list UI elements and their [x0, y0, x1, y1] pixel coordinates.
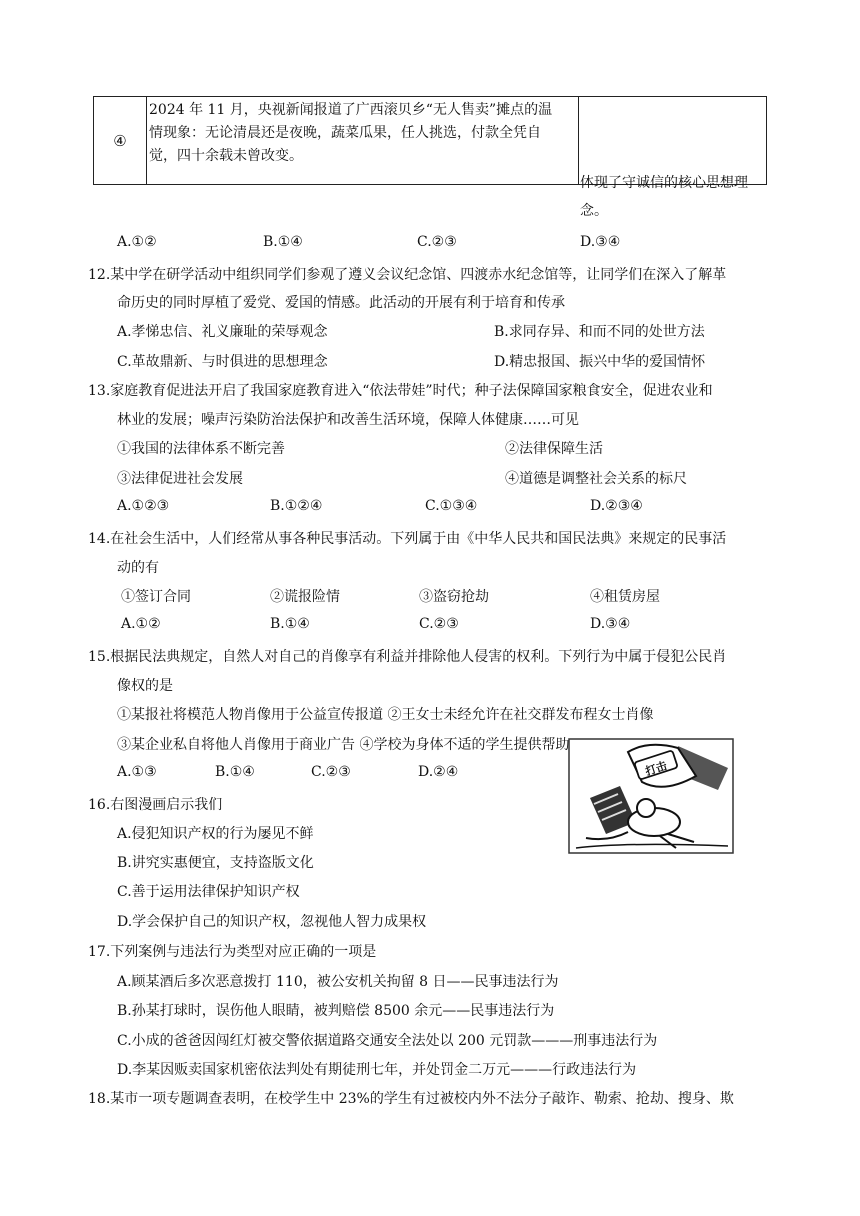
- q11-option-d: D.③④: [580, 234, 621, 250]
- q12-stem: 12.某中学在研学活动中组织同学们参观了遵义会议纪念馆、四渡赤水纪念馆等，让同学们在深入了解革: [88, 267, 727, 283]
- q14-option-c: C.②③: [419, 616, 459, 632]
- cartoon-label: 打击: [643, 759, 669, 779]
- q14-option-a: A.①②: [121, 616, 161, 632]
- q16-option-c: C.善于运用法律保护知识产权: [117, 884, 300, 900]
- q17-option-c: C.小成的爸爸因闯红灯被交警依据道路交通安全法处以 200 元罚款———刑事违法行为: [117, 1033, 658, 1049]
- q14-stem: 14.在社会生活中，人们经常从事各种民事活动。下列属于由《中华人民共和国民法典》来规定的民事活: [88, 531, 727, 547]
- q13-statement-3: ③法律促进社会发展: [117, 471, 243, 487]
- q17-option-a: A.顾某酒后多次恶意拨打 110，被公安机关拘留 8 日——民事违法行为: [117, 974, 559, 990]
- q15-statements-line-2: ③某企业私自将他人肖像用于商业广告 ④学校为身体不适的学生提供帮助: [117, 737, 570, 753]
- table-row-number: ④: [94, 97, 147, 184]
- q14-statement-1: ①签订合同: [121, 589, 191, 605]
- q11-option-c: C.②③: [417, 234, 457, 250]
- q15-stem: 15.根据民法典规定，自然人对自己的肖像享有利益并排除他人侵害的权利。下列行为中属于侵犯公民肖: [88, 649, 727, 665]
- q17-stem: 17.下列案例与违法行为类型对应正确的一项是: [88, 944, 377, 960]
- q17-option-b: B.孙某打球时，误伤他人眼睛，被判赔偿 8500 余元——民事违法行为: [117, 1003, 555, 1019]
- q16-option-a: A.侵犯知识产权的行为屡见不鲜: [117, 826, 314, 842]
- q15-option-b: B.①④: [215, 764, 255, 780]
- q13-statement-2: ②法律保障生活: [505, 441, 603, 457]
- q13-stem-cont: 林业的发展；噪声污染防治法保护和改善生活环境，保障人体健康……可见: [117, 412, 579, 428]
- q12-option-c: C.革故鼎新、与时俱进的思想理念: [117, 354, 328, 370]
- q13-statement-4: ④道德是调整社会关系的标尺: [505, 471, 687, 487]
- q12-option-a: A.孝悌忠信、礼义廉耻的荣辱观念: [117, 324, 328, 340]
- q14-option-b: B.①④: [270, 616, 310, 632]
- q16-option-d: D.学会保护自己的知识产权，忽视他人智力成果权: [117, 914, 427, 930]
- conclusion-line: 念。: [580, 203, 608, 219]
- q12-stem-cont: 命历史的同时厚植了爱党、爱国的情感。此活动的开展有利于培育和传承: [117, 295, 565, 311]
- q15-stem-cont: 像权的是: [117, 678, 173, 694]
- conclusion-line: 体现了守诚信的核心思想理: [580, 175, 748, 191]
- q13-option-a: A.①②③: [117, 498, 170, 514]
- q14-statement-2: ②谎报险情: [270, 589, 340, 605]
- q12-option-d: D.精忠报国、振兴中华的爱国情怀: [494, 354, 706, 370]
- material-line: 情现象：无论清晨还是夜晚，蔬菜瓜果，任人挑选，付款全凭自: [149, 125, 541, 141]
- q17-option-d: D.李某因贩卖国家机密依法判处有期徒刑七年，并处罚金二万元———行政违法行为: [117, 1062, 637, 1078]
- q11-option-b: B.①④: [263, 234, 303, 250]
- q13-option-b: B.①②④: [270, 498, 323, 514]
- material-line: 2024 年 11 月，央视新闻报道了广西滚贝乡“无人售卖”摊点的温: [149, 102, 553, 118]
- q14-statement-4: ④租赁房屋: [590, 589, 660, 605]
- q14-stem-cont: 动的有: [117, 560, 159, 576]
- q14-statement-3: ③盗窃抢劫: [419, 589, 489, 605]
- q11-option-a: A.①②: [117, 234, 157, 250]
- q13-option-d: D.②③④: [590, 498, 643, 514]
- q12-option-b: B.求同存异、和而不同的处世方法: [494, 324, 705, 340]
- q15-option-d: D.②④: [418, 764, 459, 780]
- table-material-cell: [147, 97, 579, 184]
- q13-stem: 13.家庭教育促进法开启了我国家庭教育进入“依法带娃”时代；种子法保障国家粮食安全，促进农业和: [88, 383, 713, 399]
- material-line: 觉，四十余载未曾改变。: [149, 148, 303, 164]
- q15-option-a: A.①③: [117, 764, 157, 780]
- q18-stem: 18.某市一项专题调查表明，在校学生中 23%的学生有过被校内外不法分子敲诈、勒索、抢劫、搜身、欺: [88, 1091, 734, 1107]
- q15-statements-line-1: ①某报社将模范人物肖像用于公益宣传报道 ②王女士未经允许在社交群发布程女士肖像: [117, 707, 654, 723]
- q13-statement-1: ①我国的法律体系不断完善: [117, 441, 285, 457]
- q13-option-c: C.①③④: [425, 498, 478, 514]
- anti-piracy-cartoon: [568, 738, 734, 854]
- q15-option-c: C.②③: [311, 764, 351, 780]
- q16-option-b: B.讲究实惠便宜，支持盗版文化: [117, 855, 314, 871]
- q16-stem: 16.右图漫画启示我们: [88, 797, 223, 813]
- q14-option-d: D.③④: [590, 616, 631, 632]
